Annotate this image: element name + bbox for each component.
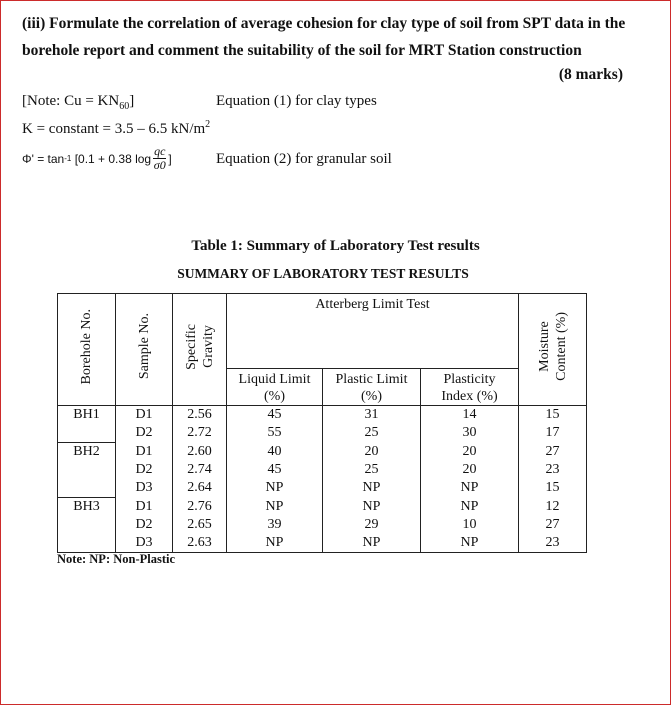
cell-sample: D1: [116, 406, 173, 425]
cell-borehole: [58, 461, 116, 479]
header-sample: [116, 294, 173, 406]
cell-plasticity-index: NP: [421, 498, 519, 517]
cell-borehole: BH1: [58, 406, 116, 425]
cell-plasticity-index: 14: [421, 406, 519, 425]
cell-borehole: [58, 534, 116, 553]
header-plastic-limit: [323, 369, 421, 406]
table-row: [58, 406, 587, 425]
pi-line-1: Plasticity: [443, 372, 496, 387]
header-plasticity-index: [421, 369, 519, 406]
note-text: [Note: Cu = KN: [22, 93, 120, 109]
cell-sample: D2: [116, 516, 173, 534]
cell-liquid-limit: 45: [227, 406, 323, 425]
table-row: [58, 516, 587, 534]
cell-plastic-limit: 25: [323, 461, 421, 479]
header-moisture-text: [536, 312, 570, 381]
cell-gravity: 2.76: [173, 498, 227, 517]
cell-moisture: 27: [519, 443, 587, 462]
header-borehole: [58, 294, 116, 406]
cell-moisture: 23: [519, 461, 587, 479]
cell-moisture: 17: [519, 424, 587, 443]
phi-equation: [22, 145, 172, 172]
cell-sample: D2: [116, 461, 173, 479]
cell-plastic-limit: NP: [323, 479, 421, 498]
gravity-line-2: Gravity: [200, 325, 216, 368]
k-superscript: 2: [205, 119, 211, 130]
equation-1-label: Equation (1) for clay types: [216, 93, 377, 109]
pl-line-2: (%): [361, 389, 382, 404]
cell-liquid-limit: 39: [227, 516, 323, 534]
cell-plasticity-index: 30: [421, 424, 519, 443]
header-borehole-text: Borehole No.: [79, 308, 94, 385]
cell-plasticity-index: 20: [421, 443, 519, 462]
cell-sample: D1: [116, 443, 173, 462]
question-text: [22, 10, 625, 64]
table-row: [58, 534, 587, 553]
question-line-2: borehole report and comment the suitability of the soil for MRT Station construction: [22, 42, 582, 59]
note-subscript: 60: [119, 101, 130, 112]
cell-borehole: BH2: [58, 443, 116, 462]
cell-gravity: 2.63: [173, 534, 227, 553]
cell-plasticity-index: NP: [421, 534, 519, 553]
cell-gravity: 2.74: [173, 461, 227, 479]
cell-borehole: [58, 424, 116, 443]
fraction-denominator: σ0: [153, 158, 166, 172]
cell-moisture: 15: [519, 479, 587, 498]
moisture-line-2: Content (%): [553, 312, 569, 381]
cell-liquid-limit: NP: [227, 534, 323, 553]
cell-sample: D3: [116, 479, 173, 498]
table-row: [58, 443, 587, 462]
fraction-numerator: qc: [154, 144, 166, 158]
header-moisture: [519, 294, 587, 406]
cell-sample: D3: [116, 534, 173, 553]
cell-gravity: 2.56: [173, 406, 227, 425]
phi-close: ]: [168, 151, 172, 166]
note-close: ]: [129, 93, 135, 109]
cell-gravity: 2.65: [173, 516, 227, 534]
pl-line-1: Plastic Limit: [335, 372, 408, 387]
table-caption: Table 1: Summary of Laboratory Test results: [191, 238, 480, 254]
table-subtitle: SUMMARY OF LABORATORY TEST RESULTS: [177, 266, 469, 281]
cell-plasticity-index: 10: [421, 516, 519, 534]
lab-results-table: [57, 293, 587, 553]
cell-plasticity-index: NP: [421, 479, 519, 498]
cell-liquid-limit: NP: [227, 479, 323, 498]
table-row: [58, 479, 587, 498]
k-text: K = constant = 3.5 – 6.5 kN/m: [22, 121, 206, 137]
table-row: [58, 461, 587, 479]
cell-moisture: 12: [519, 498, 587, 517]
cell-plastic-limit: 25: [323, 424, 421, 443]
table-footnote: Note: NP: Non-Plastic: [57, 552, 176, 566]
header-liquid-limit: [227, 369, 323, 406]
gravity-line-1: Specific: [183, 323, 199, 370]
cell-plastic-limit: 31: [323, 406, 421, 425]
cell-gravity: 2.60: [173, 443, 227, 462]
moisture-line-1: Moisture: [536, 321, 552, 372]
cell-liquid-limit: 40: [227, 443, 323, 462]
ll-line-1: Liquid Limit: [238, 372, 311, 387]
header-sample-text: Sample No.: [136, 313, 152, 380]
header-row-1: [58, 294, 587, 369]
cell-plasticity-index: 20: [421, 461, 519, 479]
cell-plastic-limit: 29: [323, 516, 421, 534]
phi-superscript: -1: [64, 154, 72, 163]
cell-moisture: 27: [519, 516, 587, 534]
cohesion-note: [22, 93, 134, 112]
cell-gravity: 2.64: [173, 479, 227, 498]
cell-moisture: 23: [519, 534, 587, 553]
cell-plastic-limit: NP: [323, 534, 421, 553]
cell-plastic-limit: NP: [323, 498, 421, 517]
table-row: [58, 498, 587, 517]
ll-line-2: (%): [264, 389, 285, 404]
cell-plastic-limit: 20: [323, 443, 421, 462]
header-gravity: [173, 294, 227, 406]
cell-borehole: BH3: [58, 498, 116, 517]
cell-borehole: [58, 516, 116, 534]
question-line-1: (iii) Formulate the correlation of average cohesion for clay type of soil from SPT data in the: [22, 15, 626, 32]
cell-liquid-limit: NP: [227, 498, 323, 517]
cell-gravity: 2.72: [173, 424, 227, 443]
equation-2-label: Equation (2) for granular soil: [216, 151, 392, 167]
header-atterberg: Atterberg Limit Test: [227, 294, 519, 369]
table-row: [58, 424, 587, 443]
cell-sample: D1: [116, 498, 173, 517]
k-constant: [22, 119, 210, 138]
cell-borehole: [58, 479, 116, 498]
cell-moisture: 15: [519, 406, 587, 425]
phi-fraction: [153, 145, 166, 172]
marks-label: (8 marks): [558, 66, 623, 83]
cell-liquid-limit: 55: [227, 424, 323, 443]
phi-body: [0.1 + 0.38 log: [71, 151, 152, 166]
phi-prefix: Φ' = tan: [22, 151, 65, 166]
cell-sample: D2: [116, 424, 173, 443]
header-gravity-text: [183, 324, 217, 370]
pi-line-2: Index (%): [441, 389, 498, 404]
cell-liquid-limit: 45: [227, 461, 323, 479]
